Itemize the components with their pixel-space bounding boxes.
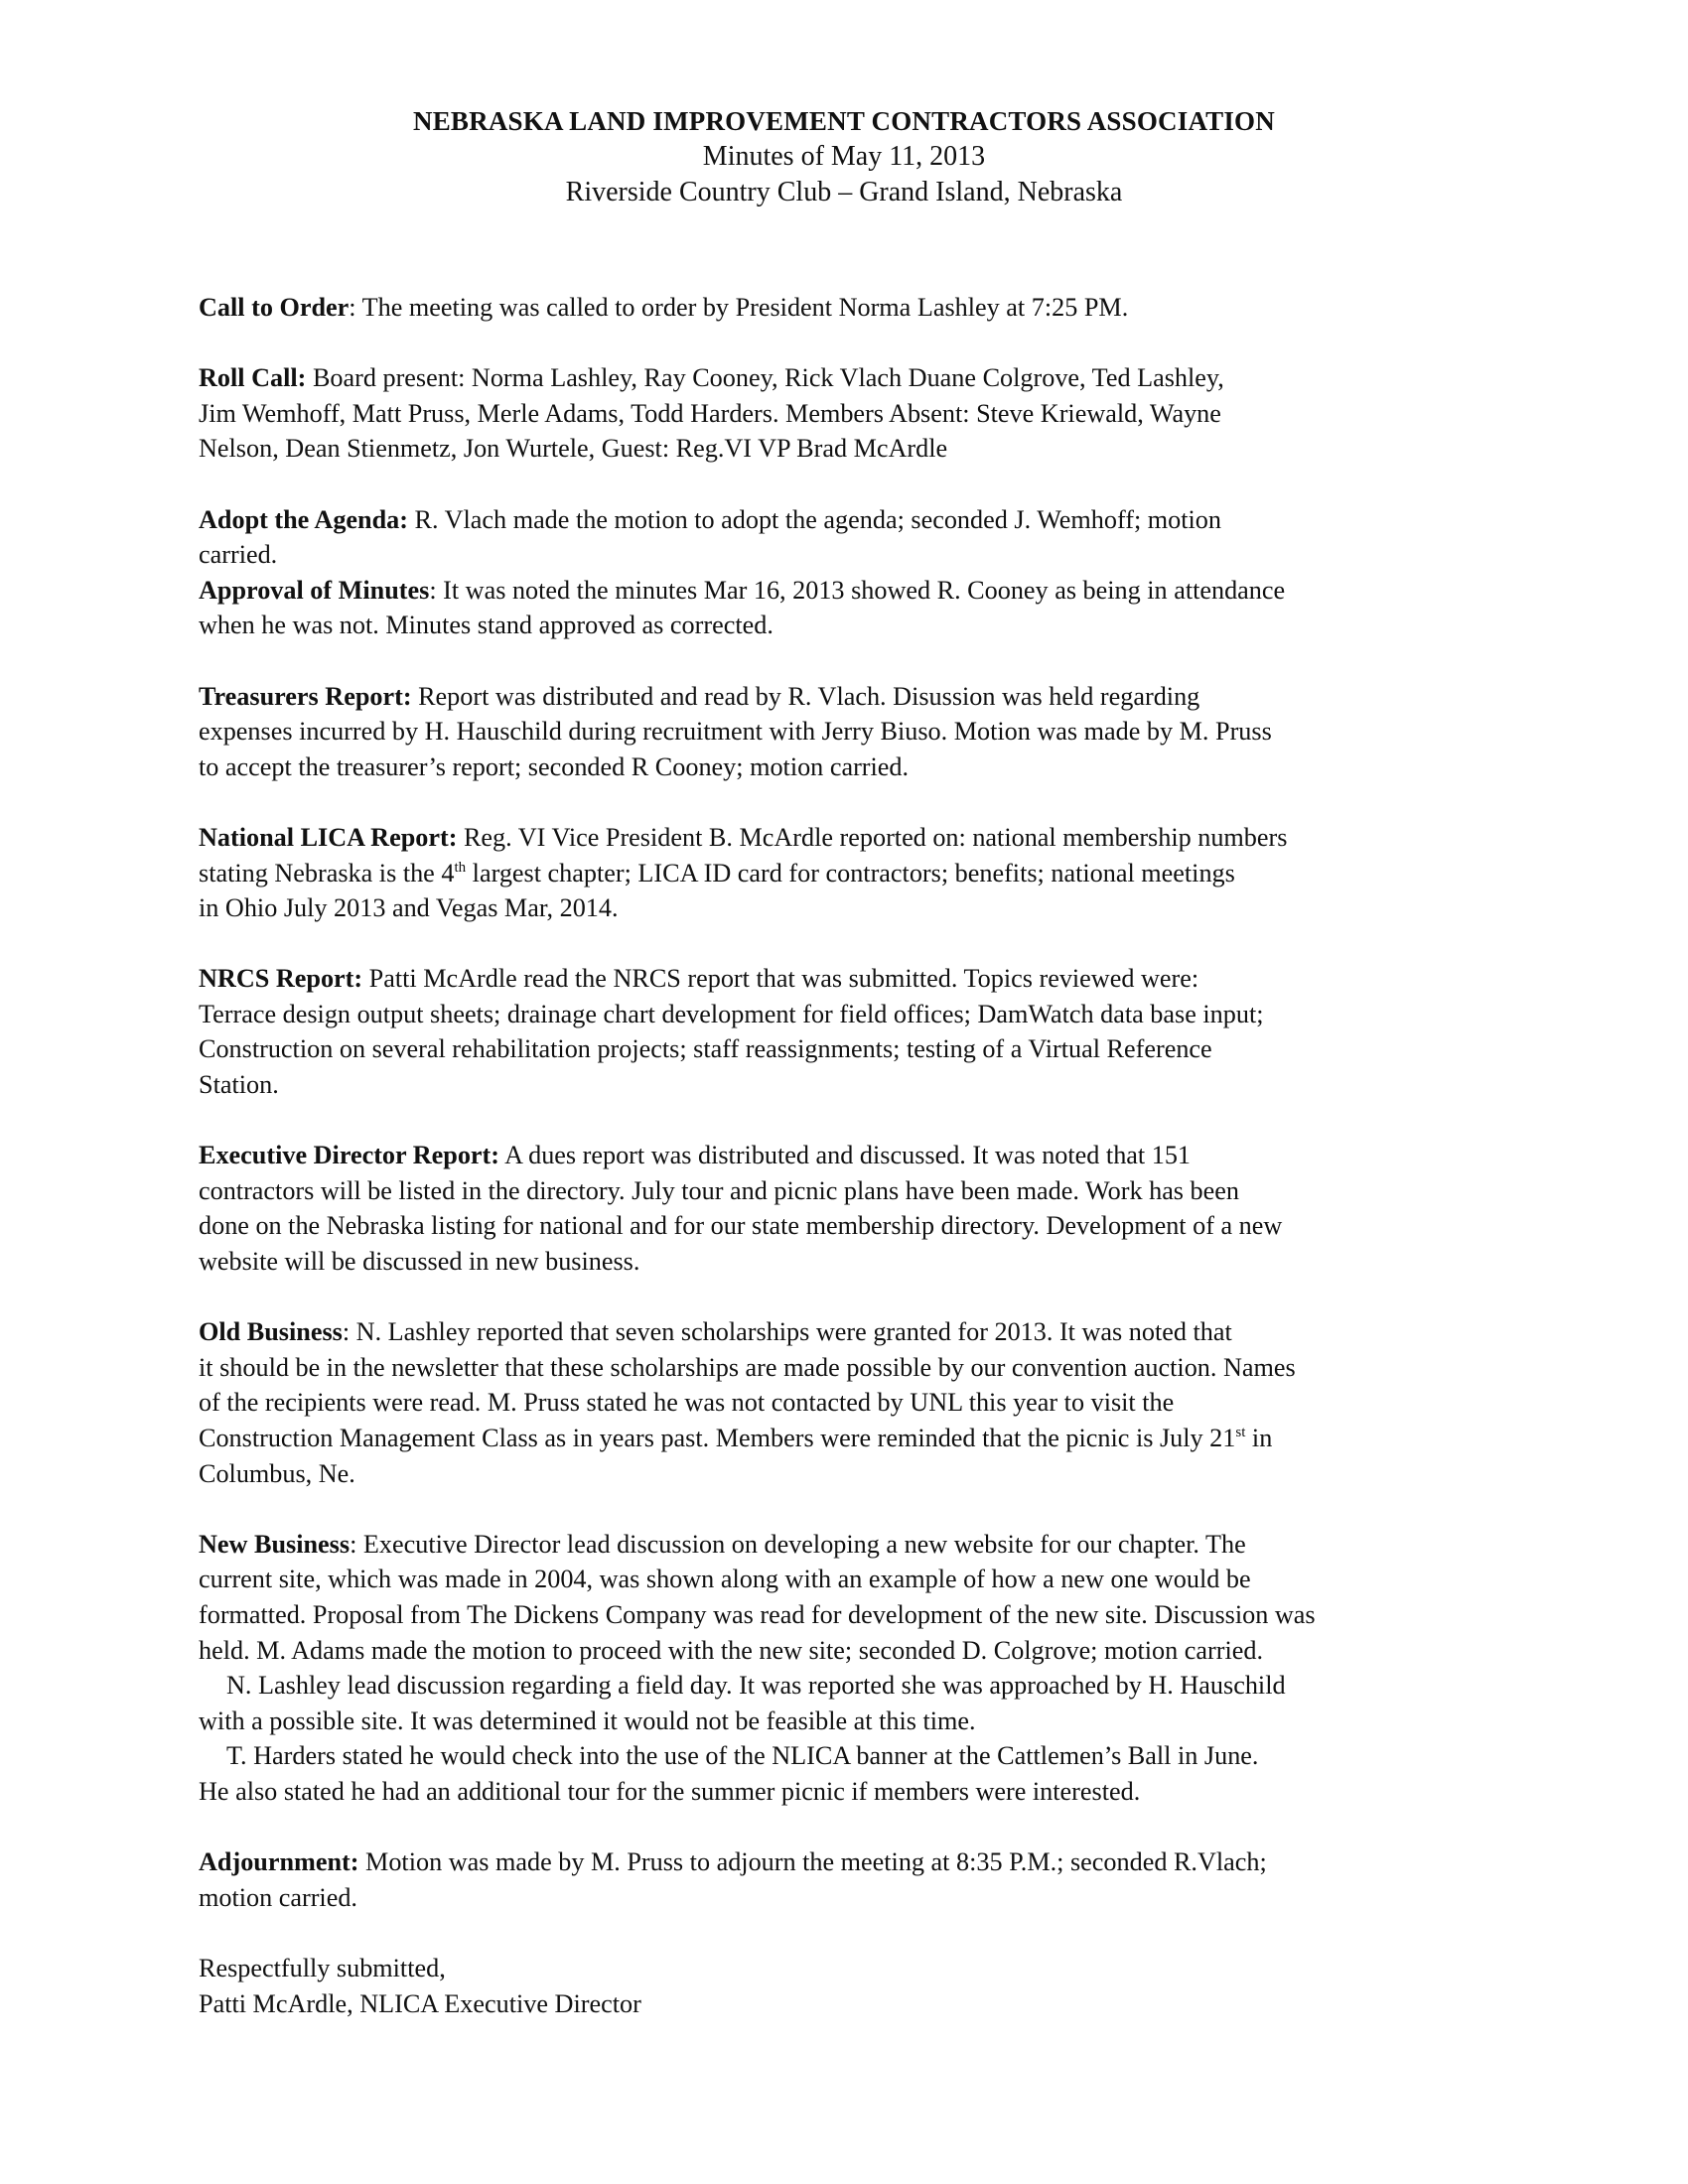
text-line: Construction on several rehabilitation projects; staff reassignments; testing of a Virtual Reference	[199, 1034, 1212, 1064]
section-label: Call to Order	[199, 293, 350, 322]
adjournment-section	[199, 1844, 1519, 1915]
text-line: current site, which was made in 2004, was shown along with an example of how a new one would be	[199, 1565, 1251, 1594]
text-line: R. Vlach made the motion to adopt the agenda; seconded J. Wemhoff; motion	[407, 504, 1221, 534]
text-line: Reg. VI Vice President B. McArdle reported on: national membership numbers	[457, 822, 1288, 852]
text-fragment: in	[1245, 1424, 1273, 1452]
text-line: in Ohio July 2013 and Vegas Mar, 2014.	[199, 893, 619, 923]
document-header	[0, 103, 1688, 210]
ordinal-suffix: st	[1235, 1425, 1246, 1440]
national-lica-report-section	[199, 820, 1519, 926]
section-label: Executive Director Report:	[199, 1141, 499, 1170]
text-line: Patti McArdle read the NRCS report that was submitted. Topics reviewed were:	[362, 964, 1199, 994]
roll-call-section	[199, 360, 1519, 467]
text-line: when he was not. Minutes stand approved as corrected.	[199, 611, 774, 640]
text-line: He also stated he had an additional tour for the summer picnic if members were interested.	[199, 1776, 1141, 1806]
text-line: to accept the treasurer’s report; seconded R Cooney; motion carried.	[199, 751, 910, 781]
section-label: Adopt the Agenda:	[199, 504, 408, 534]
signature-block	[199, 1951, 1519, 2021]
text-line: of the recipients were read. M. Pruss stated he was not contacted by UNL this year to visit the	[199, 1388, 1175, 1418]
text-line: Nelson, Dean Stienmetz, Jon Wurtele, Guest: Reg.VI VP Brad McArdle	[199, 434, 948, 464]
text-line: expenses incurred by H. Hauschild during recruitment with Jerry Biuso. Motion was made by M. Pruss	[199, 717, 1272, 747]
text-line	[199, 1421, 1519, 1456]
executive-director-report-section	[199, 1138, 1519, 1279]
text-line: with a possible site. It was determined it would not be feasible at this time.	[199, 1706, 976, 1735]
new-business-section	[199, 1527, 1519, 1810]
section-label: Adjournment:	[199, 1847, 359, 1877]
text-line: N. Lashley lead discussion regarding a field day. It was reported she was approached by H. Hauschild	[226, 1671, 1286, 1701]
old-business-section	[199, 1314, 1519, 1491]
text-line: : Executive Director lead discussion on developing a new website for our chapter. The	[350, 1529, 1246, 1559]
text-line: Jim Wemhoff, Matt Pruss, Merle Adams, Todd Harders. Members Absent: Steve Kriewald, Wayne	[199, 398, 1221, 428]
section-label: Old Business	[199, 1317, 343, 1347]
section-label: Treasurers Report:	[199, 681, 412, 711]
minutes-body	[199, 290, 1519, 2021]
text-line: Motion was made by M. Pruss to adjourn the meeting at 8:35 P.M.; seconded R.Vlach;	[358, 1847, 1267, 1877]
text-line: A dues report was distributed and discussed. It was noted that 151	[498, 1141, 1192, 1170]
text-line: done on the Nebraska listing for national and for our state membership directory. Development of a new	[199, 1211, 1283, 1241]
text-line: : It was noted the minutes Mar 16, 2013 showed R. Cooney as being in attendance	[429, 575, 1286, 605]
call-to-order-section	[199, 290, 1519, 326]
section-text: : The meeting was called to order by President Norma Lashley at 7:25 PM.	[349, 293, 1129, 322]
text-line	[199, 856, 1519, 891]
text-line: Columbus, Ne.	[199, 1458, 355, 1488]
section-label: Roll Call:	[199, 363, 307, 393]
meeting-location: Riverside Country Club – Grand Island, Nebraska	[565, 177, 1123, 207]
text-line: formatted. Proposal from The Dickens Company was read for development of the new site. Discussion was	[199, 1599, 1316, 1629]
section-label: NRCS Report:	[199, 964, 363, 994]
text-line: motion carried.	[199, 1882, 357, 1912]
ordinal-suffix: th	[454, 859, 467, 876]
text-line: Report was distributed and read by R. Vlach. Disussion was held regarding	[411, 681, 1200, 711]
closing-line: Respectfully submitted,	[199, 1953, 446, 1982]
text-fragment: Construction Management Class as in years past. Members were reminded that the picnic is July 21	[199, 1424, 1236, 1452]
approval-of-minutes-section	[199, 573, 1519, 643]
text-line: T. Harders stated he would check into the use of the NLICA banner at the Cattlemen’s Ball in June.	[226, 1741, 1259, 1771]
organization-title: NEBRASKA LAND IMPROVEMENT CONTRACTORS ASSOCIATION	[413, 106, 1275, 136]
nrcs-report-section	[199, 961, 1519, 1102]
text-fragment: stating Nebraska is the 4	[199, 858, 455, 887]
text-line: Terrace design output sheets; drainage chart development for field offices; DamWatch data base input;	[199, 999, 1264, 1028]
section-label: Approval of Minutes	[199, 575, 430, 605]
text-line: carried.	[199, 540, 278, 570]
treasurers-report-section	[199, 679, 1519, 785]
text-line: contractors will be listed in the directory. July tour and picnic plans have been made. Work has been	[199, 1175, 1239, 1205]
text-line: held. M. Adams made the motion to proceed with the new site; seconded D. Colgrove; motion carried.	[199, 1635, 1263, 1665]
text-line: website will be discussed in new business.	[199, 1247, 640, 1277]
text-line: Board present: Norma Lashley, Ray Cooney, Rick Vlach Duane Colgrove, Ted Lashley,	[306, 363, 1224, 393]
text-line: it should be in the newsletter that these scholarships are made possible by our convention auction. Names	[199, 1352, 1296, 1382]
section-label: New Business	[199, 1529, 351, 1559]
signer-name: Patti McArdle, NLICA Executive Director	[199, 1988, 641, 2018]
minutes-date: Minutes of May 11, 2013	[702, 141, 986, 172]
text-fragment: largest chapter; LICA ID card for contractors; benefits; national meetings	[466, 858, 1235, 887]
section-label: National LICA Report:	[199, 822, 458, 852]
adopt-agenda-section	[199, 502, 1519, 573]
text-line: Station.	[199, 1070, 279, 1100]
text-line: : N. Lashley reported that seven scholarships were granted for 2013. It was noted that	[342, 1317, 1232, 1347]
